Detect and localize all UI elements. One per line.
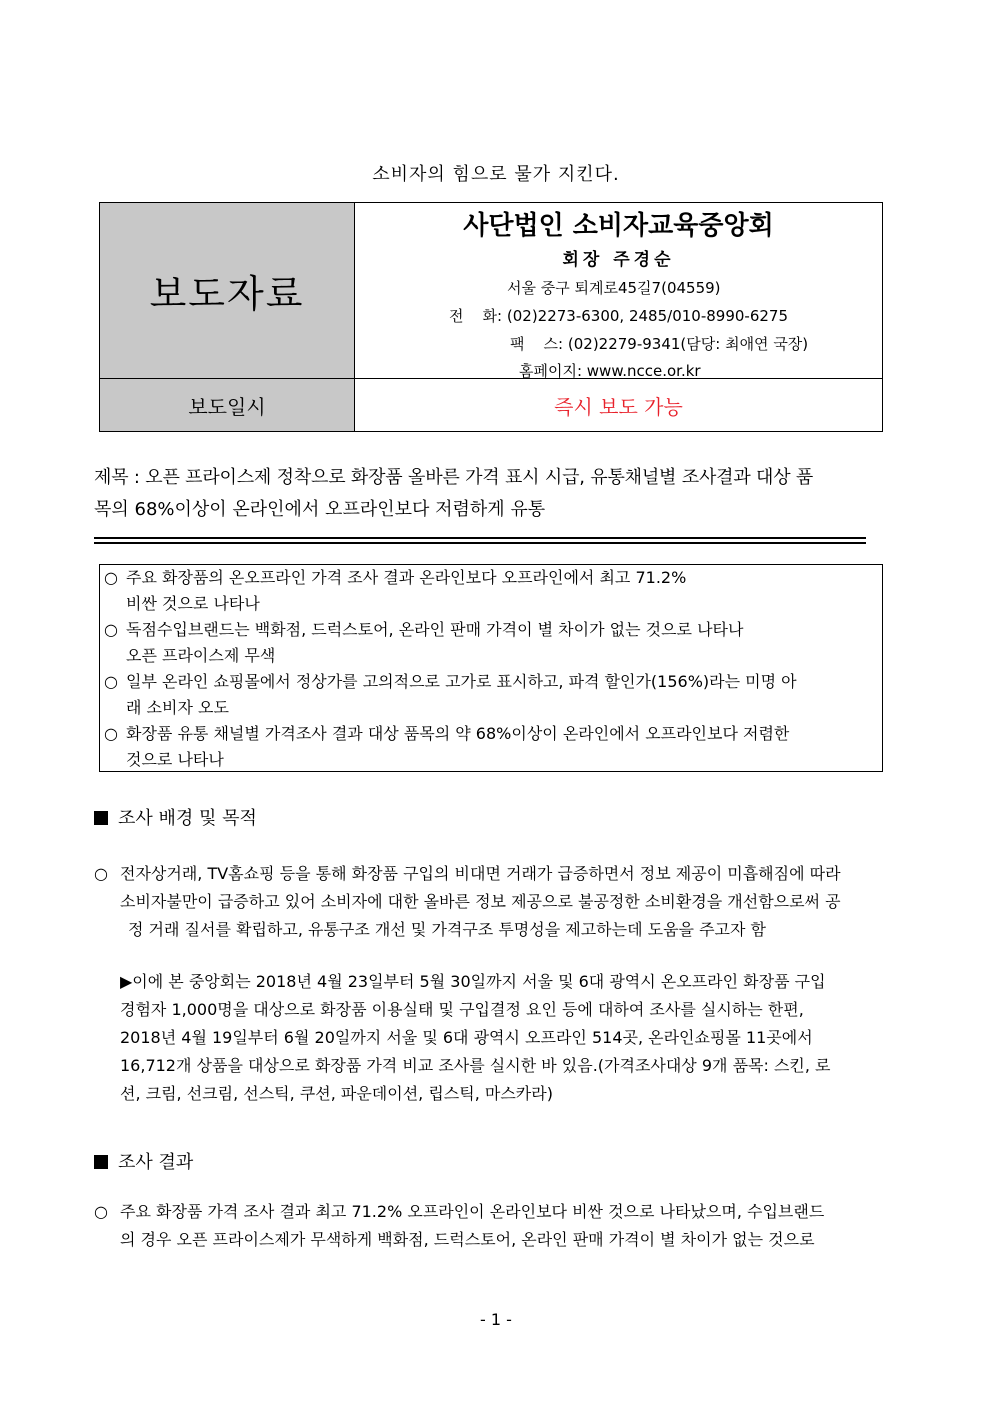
release-label: 보도일시	[100, 379, 355, 431]
president: 회장 주경순	[562, 250, 675, 270]
bullet-circle: ○	[94, 864, 108, 883]
phone: 전 화: (02)2273-6300, 2485/010-8990-6275	[449, 307, 788, 325]
bullet-circle: ○	[104, 568, 118, 587]
title-line: 목의 68%이상이 온라인에서 오프라인보다 저렴하게 유통	[94, 499, 546, 520]
paragraph: ▶이에 본 중앙회는 2018년 4월 23일부터 5월 30일까지 서울 및 6대 광역시 온오프라인 화장품 구입 경험자 1,000명을 대상으로 화장품 이용실태 및 구입결정 요인 등에 대하여 조사를 실시하는 한편, 2018년 4월 19일부터 6월 20일까지 서울 및 6대 광역시 오프라인 514곳, 온라인쇼핑몰 11곳에서 16,712개 상품을 대상으로 화장품 가격 비교 조사를 실시한 바 있음.(가격조사대상 9개 품목: 스킨, 로 션, 크림, 선크림, 선스틱, 쿠션, 파운데이션, 립스틱, 마스카라)	[120, 972, 831, 1103]
title-line: 제목 : 오픈 프라이스제 정착으로 화장품 올바른 가격 표시 시급, 유통채널별 조사결과 대상 품	[94, 467, 814, 488]
summary-item: ○ 화장품 유통 채널별 가격조사 결과 대상 품목의 약 68%이상이 온라인에서 오프라인보다 저렴한	[104, 721, 789, 747]
fax: 팩 스: (02)2279-9341(담당: 최애연 국장)	[510, 335, 809, 353]
square-bullet-icon	[94, 811, 108, 825]
org-name: 사단법인 소비자교육중앙회	[463, 211, 774, 241]
summary-item-cont: 오픈 프라이스제 무색	[126, 646, 276, 665]
bullet-circle: ○	[104, 672, 118, 691]
slogan: 소비자의 힘으로 물가 지킨다.	[372, 164, 620, 185]
summary-item-cont: 비싼 것으로 나타나	[126, 594, 260, 613]
double-rule-top	[94, 537, 866, 539]
homepage: 홈페이지: www.ncce.or.kr	[519, 362, 701, 380]
doc-type-label: 보도자료	[100, 203, 355, 379]
release-value: 즉시 보도 가능	[554, 394, 683, 419]
org-info-cell	[355, 203, 882, 379]
press-title	[94, 462, 900, 526]
bullet-circle: ○	[94, 1202, 108, 1221]
summary-box	[99, 564, 883, 772]
address: 서울 중구 퇴계로45길7(04559)	[507, 279, 721, 297]
page-number: - 1 -	[480, 1310, 512, 1329]
summary-item: ○ 일부 온라인 쇼핑몰에서 정상가를 고의적으로 고가로 표시하고, 파격 할인가(156%)라는 미명 아	[104, 669, 797, 695]
paragraph: ○ 주요 화장품 가격 조사 결과 최고 71.2% 오프라인이 온라인보다 비싼 것으로 나타났으며, 수입브랜드 의 경우 오픈 프라이스제가 무색하게 백화점, 드럭스토어, 온라인 판매 가격이 별 차이가 없는 것으로	[94, 1198, 824, 1254]
square-bullet-icon	[94, 1155, 108, 1169]
press-header-table	[99, 202, 883, 432]
bullet-circle: ○	[104, 724, 118, 743]
summary-item: ○ 독점수입브랜드는 백화점, 드럭스토어, 온라인 판매 가격이 별 차이가 없는 것으로 나타나	[104, 617, 743, 643]
summary-item: ○ 주요 화장품의 온오프라인 가격 조사 결과 온라인보다 오프라인에서 최고 71.2%	[104, 565, 686, 591]
summary-item-cont: 것으로 나타나	[126, 750, 224, 769]
summary-item-cont: 래 소비자 오도	[126, 698, 229, 717]
paragraph: ○ 전자상거래, TV홈쇼핑 등을 통해 화장품 구입의 비대면 거래가 급증하면서 정보 제공이 미흡해짐에 따라 소비자불만이 급증하고 있어 소비자에 대한 올바른 정보 제공으로 불공정한 소비환경을 개선함으로써 공 정 거래 질서를 확립하고, 유통구조 개선 및 가격구조 투명성을 제고하는데 도움을 주고자 함	[94, 860, 841, 944]
section-heading-results: 조사 결과	[94, 1148, 193, 1174]
bullet-circle: ○	[104, 620, 118, 639]
section-heading-background: 조사 배경 및 목적	[94, 804, 257, 830]
double-rule-bottom	[94, 542, 866, 544]
